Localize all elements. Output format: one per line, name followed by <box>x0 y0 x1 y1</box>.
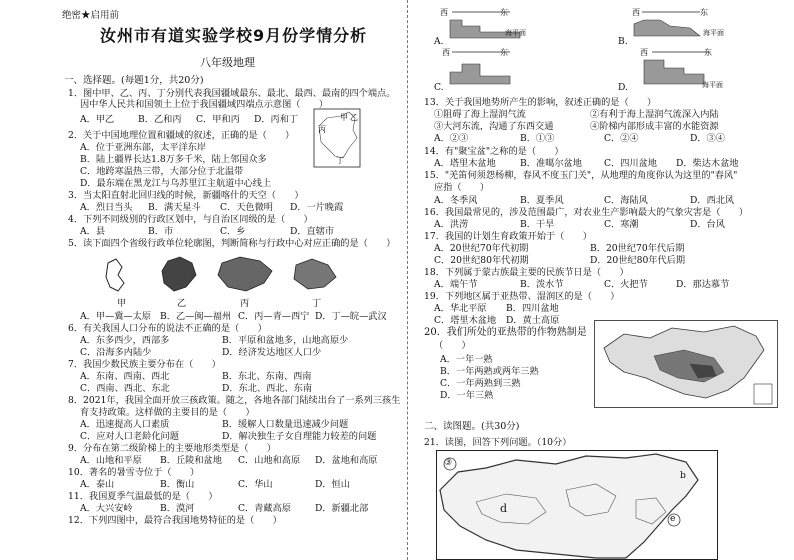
q2-option-c: C．地跨寒温热三带，大部分位于北温带 <box>80 166 244 177</box>
q1-label-d: 丁 <box>336 156 344 165</box>
q8-text2: 育支持政策。这样做的主要目的是（ ） <box>80 407 255 418</box>
q1-label-b: 乙 <box>350 113 358 122</box>
q12-a-west: 西 <box>440 8 448 17</box>
q13-option-b: B．①③ <box>520 133 555 144</box>
q10-option-b: B．衡山 <box>160 479 195 490</box>
q5-option-a: A．甲—冀—太原 <box>80 311 151 322</box>
column-divider <box>407 0 408 560</box>
q21-label-b: b <box>680 470 686 481</box>
q7-option-c: C．西南、西北、东北 <box>80 383 170 394</box>
q12-c-east: 东 <box>500 48 508 57</box>
q1-label-c: 丙 <box>318 125 326 134</box>
q12-a-label: A. <box>434 36 444 47</box>
q21-text: 21．读图，回答下列问题。（10分） <box>424 437 572 448</box>
q13-item-4: ④阶梯内部形成丰富的水能资源 <box>590 121 719 132</box>
q21-china-map <box>436 450 718 560</box>
q18-option-c: C．火把节 <box>604 279 648 290</box>
q19-option-c: C．塔里木盆地 <box>434 315 497 326</box>
q5-shape-label-b: 乙 <box>177 298 187 309</box>
q20-option-b: B．一年两熟或两年三熟 <box>440 366 539 377</box>
q21-label-3: ③ <box>444 457 453 468</box>
q11-option-c: C．青藏高原 <box>238 503 291 514</box>
q19-option-d: D．黄土高原 <box>506 315 560 326</box>
q18-option-b: B．泼水节 <box>520 279 564 290</box>
q12-figure-c <box>440 48 580 88</box>
q11-option-a: A．大兴安岭 <box>80 503 133 514</box>
q12-b-sea: 海平面 <box>703 29 724 37</box>
q9-option-d: D．盆地和高原 <box>315 455 378 466</box>
q17-text: 17．我国的计划生育政策开始于（ ） <box>424 231 592 242</box>
q5-shape-label-d: 丁 <box>312 298 322 309</box>
q20-option-d: D．一年三熟 <box>440 390 494 401</box>
q5-text: 5．读下面四个省级行政单位轮廓图，判断简称与行政中心对应正确的是（ ） <box>68 238 396 249</box>
q1-option-a: A．甲乙 <box>80 114 115 125</box>
q12-b-east: 东 <box>700 8 708 17</box>
q15-option-d: D．西北风 <box>690 195 735 206</box>
section-1-heading: 一、选择题。(每题1分，共20分) <box>64 75 204 86</box>
q6-option-d: D．经济发达地区人口少 <box>222 347 322 358</box>
secret-mark: 绝密★启用前 <box>62 10 120 21</box>
section-2-heading: 二、读图题。(共30分) <box>424 421 520 432</box>
q6-option-c: C．沿海多内陆少 <box>80 347 152 358</box>
q20-text: 20．我们所处的亚热带的作物熟制是 <box>424 327 587 338</box>
q12-a-east: 东 <box>500 8 508 17</box>
q7-text: 7．我国少数民族主要分布在（ ） <box>68 359 221 370</box>
q2-option-a: A．位于亚洲东部，太平洋东岸 <box>80 142 207 153</box>
q5-shape-label-c: 丙 <box>240 298 250 309</box>
q14-option-b: B．准噶尔盆地 <box>520 158 582 169</box>
q8-option-b: B．缓解人口数量迅速减少问题 <box>222 419 349 430</box>
q7-option-a: A．东南、西南、西北 <box>80 371 170 382</box>
q8-option-c: C．应对人口老龄化问题 <box>80 431 179 442</box>
q3-option-d: D．一片晚霞 <box>290 202 344 213</box>
q4-text: 4．下列不同级别的行政区划中，与自治区同级的是（ ） <box>68 214 313 225</box>
q12-c-label: C. <box>434 82 444 93</box>
q6-option-a: A．东多西少，西部多 <box>80 335 170 346</box>
q1-option-d: D．丙和丁 <box>254 114 299 125</box>
q4-option-b: B．市 <box>148 226 174 237</box>
q15-text2: 应指（ ） <box>434 182 490 193</box>
q4-option-d: D．直辖市 <box>290 226 335 237</box>
q13-option-a: A．②③ <box>434 133 469 144</box>
q10-option-a: A．泰山 <box>80 479 115 490</box>
q15-option-c: C．海陆风 <box>604 195 648 206</box>
q14-option-d: D．柴达木盆地 <box>676 158 739 169</box>
q3-option-c: C．天色微明 <box>220 202 273 213</box>
q5-province-shapes <box>100 253 400 305</box>
q19-option-b: B．四川盆地 <box>506 303 559 314</box>
q20-text2: （ ） <box>434 340 471 351</box>
q3-option-a: A．烈日当头 <box>80 202 133 213</box>
q8-text: 8．2021年，我国全面开放三孩政策。随之，各地各部门陆续出台了一系列三孩生 <box>68 395 401 406</box>
q18-text: 18．下列属于蒙古族最主要的民族节日是（ ） <box>424 267 629 278</box>
q2-option-d: D．最东端在黑龙江与乌苏里江主航道中心线上 <box>80 178 272 189</box>
exam-subtitle: 八年级地理 <box>200 56 255 69</box>
q5-option-d: D．丁—皖—武汉 <box>315 311 387 322</box>
q13-text: 13．关于我国地势所产生的影响，叙述正确的是（ ） <box>424 97 657 108</box>
q18-option-a: A．端午节 <box>434 279 478 290</box>
q1-text: 1．图中甲、乙、丙、丁分别代表我国疆域最东、最北、最西、最南的四个端点。 <box>68 88 396 99</box>
q8-option-d: D．解决独生子女自理能力较差的问题 <box>222 431 377 442</box>
q17-option-c: C．20世纪80年代初期 <box>434 255 529 266</box>
q9-option-c: C．山地和高原 <box>238 455 301 466</box>
q12-d-west: 西 <box>640 48 648 57</box>
q16-option-b: B．干旱 <box>520 219 555 230</box>
q12-c-west: 西 <box>442 48 450 57</box>
q1-option-b: B．乙和丙 <box>138 114 182 125</box>
q19-text: 19．下列地区属于亚热带、湿润区的是（ ） <box>424 291 620 302</box>
q2-option-b: B．陆上疆界长达1.8万多千米，陆上邻国众多 <box>80 154 267 165</box>
q20-option-c: C．一年两熟到三熟 <box>440 378 521 389</box>
q14-option-c: C．四川盆地 <box>604 158 657 169</box>
q19-option-a: A．华北平原 <box>434 303 487 314</box>
q13-item-2: ②有利于海上湿润气流深入内陆 <box>590 109 719 120</box>
q15-option-a: A．冬季风 <box>434 195 478 206</box>
q17-option-d: D．20世纪80年代后期 <box>590 255 686 266</box>
q14-text: 14．有"聚宝盆"之称的是（ ） <box>424 146 564 157</box>
q13-option-d: D．③④ <box>690 133 725 144</box>
q13-option-c: C．②④ <box>604 133 639 144</box>
q3-option-b: B．满天星斗 <box>148 202 201 213</box>
q21-label-d: d <box>500 502 508 515</box>
q21-label-e: e <box>670 513 676 524</box>
q9-text: 9．分布在第二级阶梯上的主要地形类型是（ ） <box>68 443 276 454</box>
q5-shape-label-a: 甲 <box>117 298 127 309</box>
q11-option-b: B．漠河 <box>160 503 195 514</box>
q9-option-b: B．丘陵和盆地 <box>160 455 222 466</box>
q16-text: 16．我国最常见的，涉及范围最广，对农业生产影响最大的气象灾害是（ ） <box>424 207 749 218</box>
q12-d-east: 东 <box>704 48 712 57</box>
q12-d-sea: 海平面 <box>702 81 723 89</box>
q6-option-b: B．平原和盆地多，山地高原少 <box>222 335 349 346</box>
q7-option-b: B．东北、东南、西南 <box>222 371 312 382</box>
q13-item-1: ①阻碍了海上湿润气流 <box>434 109 526 120</box>
q17-option-a: A．20世纪70年代初期 <box>434 243 529 254</box>
q3-text: 3．当太阳直射北回归线的时候，新疆喀什的天空（ ） <box>68 190 304 201</box>
exam-title: 汝州市有道实验学校9月份学情分析 <box>100 26 368 45</box>
q4-option-a: A．县 <box>80 226 106 237</box>
q20-option-a: A．一年一熟 <box>440 354 493 365</box>
q10-text: 10．著名的暑雪寺位于（ ） <box>68 467 200 478</box>
q2-text: 2．关于中国地理位置和疆域的叙述，正确的是（ ） <box>68 130 295 141</box>
q12-b-west: 西 <box>632 8 640 17</box>
q14-option-a: A．塔里木盆地 <box>434 158 496 169</box>
q17-option-b: B．20世纪70年代后期 <box>590 243 685 254</box>
q16-option-d: D．台风 <box>690 219 725 230</box>
q20-china-map <box>594 320 778 408</box>
q15-option-b: B．夏季风 <box>520 195 564 206</box>
q9-option-a: A．山地和平原 <box>80 455 142 466</box>
q11-text: 11．我国夏季气温最低的是（ ） <box>68 491 218 502</box>
q10-option-c: C．华山 <box>238 479 273 490</box>
q11-option-d: D．新疆北部 <box>315 503 369 514</box>
q7-option-d: D．东北、西北、东南 <box>222 383 313 394</box>
q16-option-a: A．洪涝 <box>434 219 469 230</box>
q1-option-c: C．甲和丙 <box>196 114 240 125</box>
q12-a-sea: 海平面 <box>505 29 526 37</box>
q4-option-c: C．乡 <box>220 226 246 237</box>
q6-text: 6．有关我国人口分布的说法不正确的是（ ） <box>68 323 267 334</box>
q13-item-3: ③大河东流，沟通了东西交通 <box>434 121 554 132</box>
q1-cont: 因中华人民共和国领土上位于我国疆域四端点示意图（ ） <box>80 99 329 110</box>
q16-option-c: C．寒潮 <box>604 219 639 230</box>
q10-option-d: D．恒山 <box>315 479 350 490</box>
q12-b-label: B. <box>618 36 628 47</box>
q5-option-c: C．丙—青—西宁 <box>238 311 310 322</box>
q15-text: 15．"羌笛何须怨杨柳，春风不度玉门关"，从地理的角度你认为这里的"春风" <box>424 170 738 181</box>
q5-option-b: B．乙—闽—福州 <box>160 311 232 322</box>
q12-d-label: D. <box>618 82 628 93</box>
q1-label-a: 甲 <box>340 113 348 122</box>
q18-option-d: D．那达慕节 <box>676 279 730 290</box>
q8-option-a: A．迅速提高人口素质 <box>80 419 170 430</box>
q12-text: 12．下列四图中，最符合我国地势特征的是（ ） <box>68 515 282 526</box>
